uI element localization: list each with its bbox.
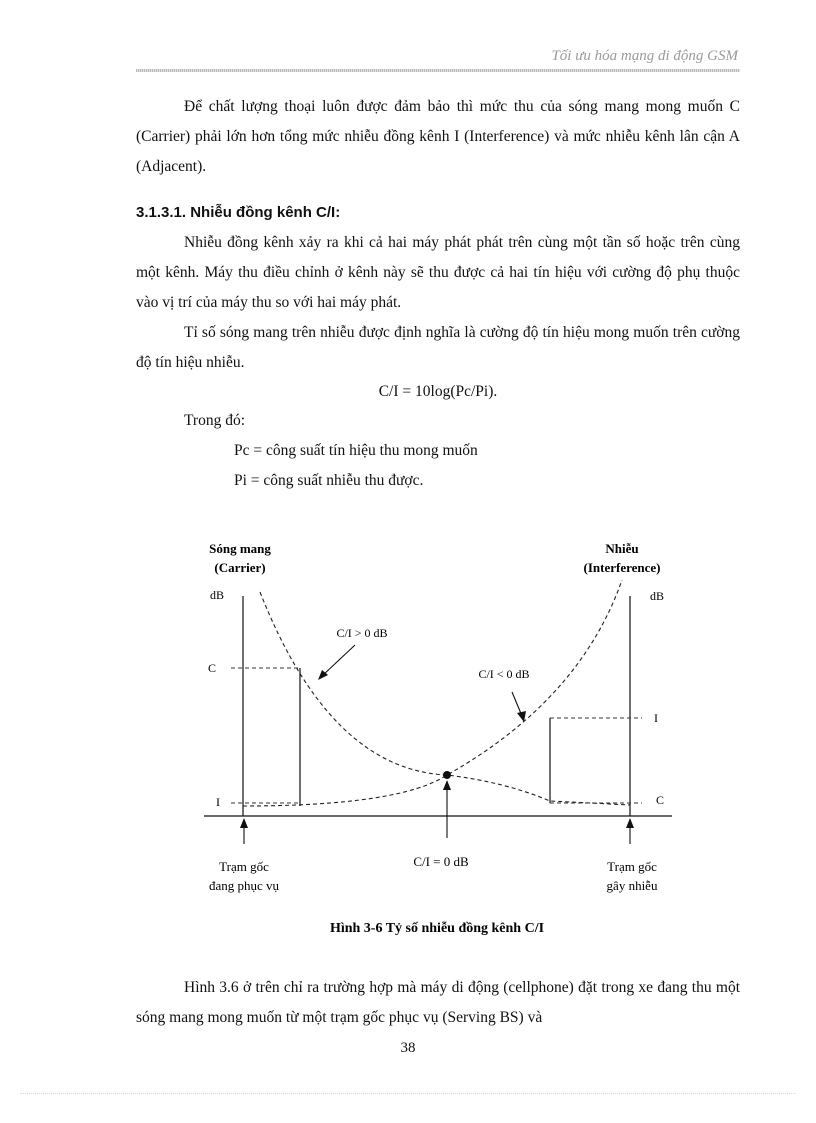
ci-positive-label: C/I > 0 dB	[336, 626, 388, 640]
intro-paragraph: Để chất lượng thoại luôn được đảm bảo thì mức thu của sóng mang mong muốn C (Carrier) phải lớn hơn tổng mức nhiễu đồng kênh I (Interference) và mức nhiễu kênh lân cận A (Adjacent).	[136, 98, 740, 175]
header-title: Tối ưu hóa mạng di động GSM	[551, 48, 738, 64]
right-axis-title-2: (Interference)	[583, 560, 661, 575]
left-station-label-1: Trạm gốc	[219, 859, 269, 874]
formula: C/I = 10log(Pc/Pi).	[378, 383, 498, 400]
right-i-label: I	[654, 711, 658, 725]
left-axis-title-2: (Carrier)	[214, 560, 266, 575]
left-i-label: I	[216, 795, 220, 809]
right-station-label-2: gây nhiễu	[606, 878, 658, 893]
ci-negative-label: C/I < 0 dB	[478, 667, 530, 681]
section-paragraph-1: Nhiễu đồng kênh xảy ra khi cả hai máy phát phát trên cùng một tần số hoặc trên cùng một kênh. Máy thu điều chỉnh ở kênh này sẽ thu được cả hai tín hiệu với cường độ phụ thuộc vào vị trí của máy thu so với hai máy phát.	[136, 234, 740, 311]
section-paragraph-2: Tỉ số sóng mang trên nhiễu được định nghĩa là cường độ tín hiệu mong muốn trên cường độ tín hiệu nhiễu.	[136, 324, 740, 371]
where-label: Trong đó:	[184, 412, 246, 429]
left-axis-title-1: Sóng mang	[209, 541, 271, 556]
section-heading: 3.1.3.1. Nhiễu đồng kênh C/I:	[136, 204, 341, 221]
figure-caption: Hình 3-6 Tỷ số nhiễu đồng kênh C/I	[329, 921, 545, 936]
ci-positive-arrow-shaft	[322, 645, 355, 676]
definition-pi: Pi = công suất nhiễu thu được.	[234, 472, 424, 489]
right-unit: dB	[649, 589, 665, 603]
ci-zero-label: C/I = 0 dB	[413, 854, 469, 869]
bottom-rule	[20, 1093, 796, 1095]
left-c-label: C	[207, 661, 217, 675]
left-station-arrowhead	[240, 818, 248, 828]
left-unit: dB	[209, 588, 225, 602]
left-station-label-2: đang phục vụ	[208, 878, 280, 893]
right-c-label: C	[655, 793, 665, 807]
ci-zero-arrowhead	[443, 780, 451, 790]
closing-paragraph: Hình 3.6 ở trên chỉ ra trường hợp mà máy di động (cellphone) đặt trong xe đang thu một sóng mang mong muốn từ một trạm gốc phục vụ (Serving BS) và	[136, 979, 740, 1026]
definition-pc: Pc = công suất tín hiệu thu mong muốn	[234, 442, 478, 459]
right-station-label-1: Trạm gốc	[607, 859, 657, 874]
intersection-point	[443, 771, 451, 779]
right-station-arrowhead	[626, 818, 634, 828]
page-number: 38	[400, 1040, 416, 1056]
right-axis-title-1: Nhiễu	[605, 541, 639, 556]
